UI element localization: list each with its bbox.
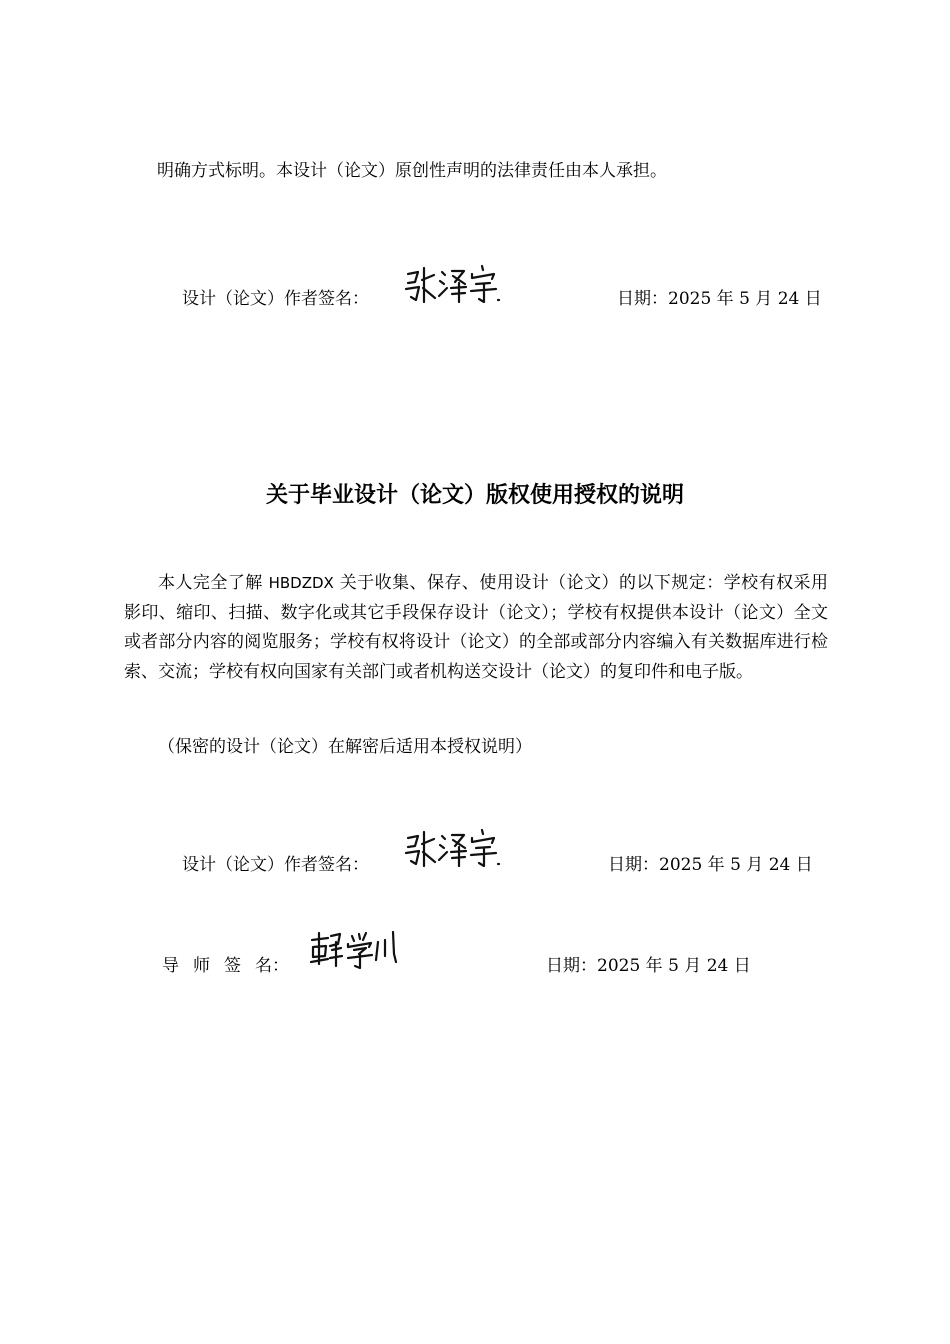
author-signature-label-1: 设计（论文）作者签名： (182, 289, 369, 309)
paragraph-text-start: 本人完全了解 (158, 573, 269, 593)
supervisor-label-char: 名： (255, 956, 289, 976)
author-signature-date-1: 日期：2025 年 5 月 24 日 (617, 289, 822, 309)
section-heading: 关于毕业设计（论文）版权使用授权的说明 (265, 483, 684, 508)
supervisor-signature-image (308, 928, 400, 972)
author-signature-image-2 (402, 826, 502, 870)
supervisor-signature-label (162, 956, 289, 976)
supervisor-signature-date: 日期：2025 年 5 月 24 日 (546, 956, 751, 976)
paragraph-text-rest: 关于收集、保存、使用设计（论文）的以下规定：学校有权采用影印、缩印、扫描、数字化或其它手段保存设计（论文）；学校有权提供本设计（论文）全文或者部分内容的阅览服务；学校有权将设计（论文）的全部或部分内容编入有关数据库进行检索、交流；学校有权向国家有关部门或者机构送交设计（论文）的复印件和电子版。 (124, 573, 829, 682)
author-signature-image-1 (402, 262, 502, 306)
authorization-paragraph (124, 569, 828, 687)
author-signature-label-2: 设计（论文）作者签名： (182, 855, 369, 875)
continued-text-line: 明确方式标明。本设计（论文）原创性声明的法律责任由本人承担。 (157, 161, 667, 181)
supervisor-label-char: 导 (162, 956, 179, 976)
author-signature-date-2: 日期：2025 年 5 月 24 日 (608, 855, 813, 875)
supervisor-label-char: 签 (224, 956, 241, 976)
confidentiality-note: （保密的设计（论文）在解密后适用本授权说明） (158, 737, 532, 757)
school-code: HBDZDX (268, 574, 334, 592)
supervisor-label-char: 师 (193, 956, 210, 976)
